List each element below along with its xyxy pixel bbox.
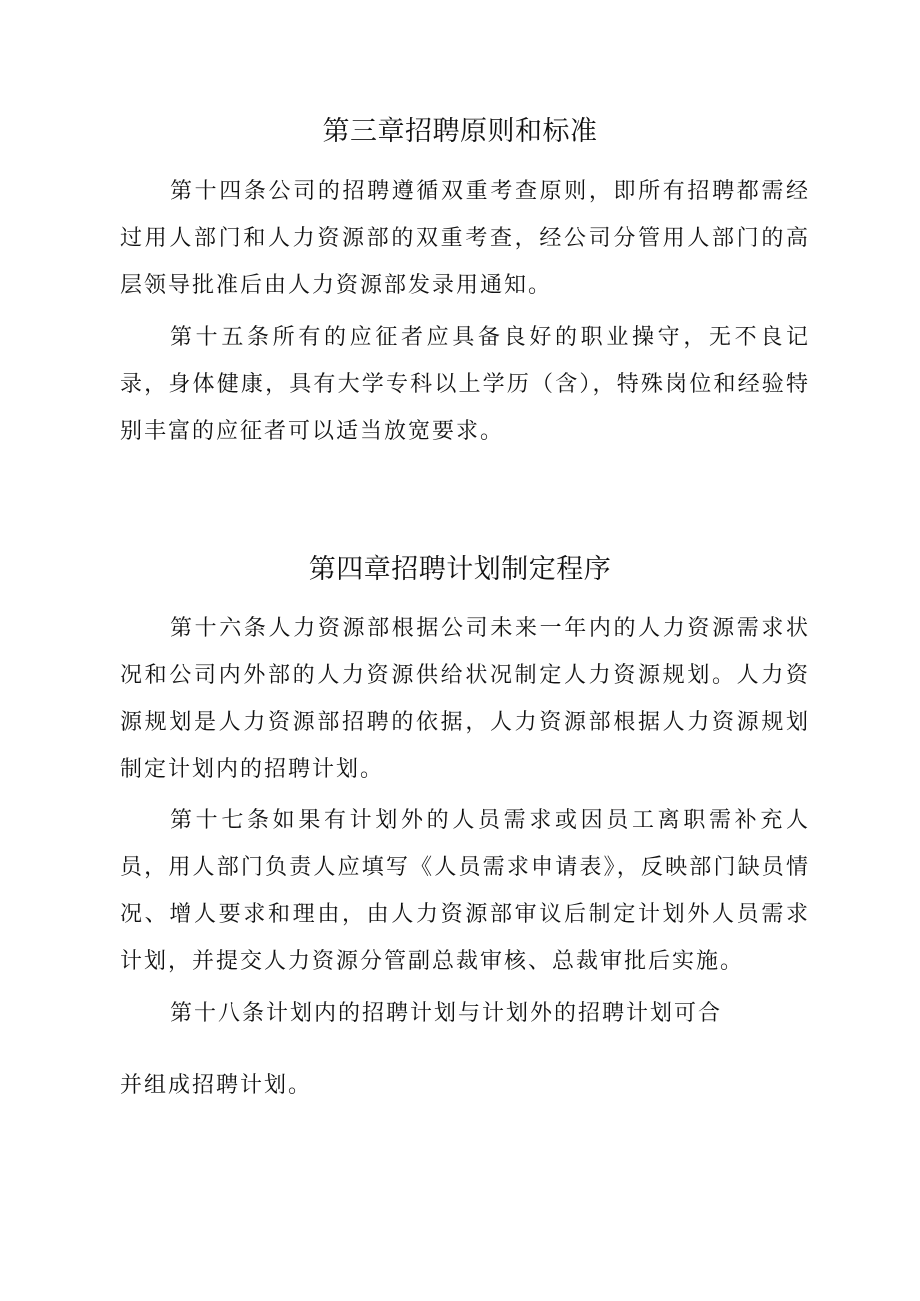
chapter-4-title: 第四章招聘计划制定程序 [308, 554, 612, 585]
article-18: 第十八条计划内的招聘计划与计划外的招聘计划可合 [170, 1001, 723, 1026]
article-16: 第十六条人力资源部根据公司未来一年内的人力资源需求状况和公司内外部的人力资源供给状况制定人力资源规划。人力资源规划是人力资源部招聘的依据，人力资源部根据人力资源规划制定计划内的招聘计划。 [120, 616, 810, 782]
article-17: 第十七条如果有计划外的人员需求或因员工离职需补充人员，用人部门负责人应填写《人员需求申请表》，反映部门缺员情况、增人要求和理由，由人力资源部审议后制定计划外人员需求计划，并提交人力资源分管副总裁审核、总裁审批后实施。 [120, 808, 810, 974]
article-15: 第十五条所有的应征者应具备良好的职业操守，无不良记录，身体健康，具有大学专科以上学历（含），特殊岗位和经验特别丰富的应征者可以适当放宽要求。 [120, 325, 810, 444]
article-18-continuation: 并组成招聘计划。 [120, 1073, 313, 1098]
article-14: 第十四条公司的招聘遵循双重考查原则，即所有招聘都需经过用人部门和人力资源部的双重考查，经公司分管用人部门的高层领导批准后由人力资源部发录用通知。 [120, 179, 810, 298]
chapter-3-title: 第三章招聘原则和标准 [322, 116, 598, 147]
